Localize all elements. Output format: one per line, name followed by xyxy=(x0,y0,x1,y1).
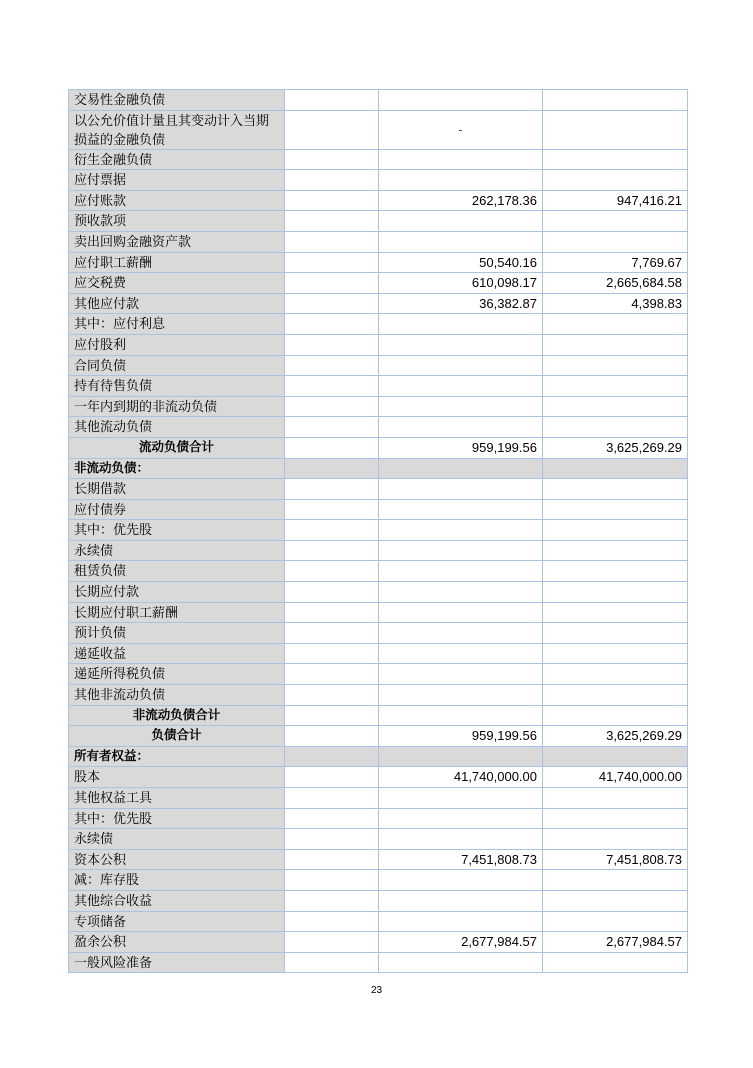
cell-note xyxy=(285,149,379,170)
cell-previous xyxy=(543,149,688,170)
cell-current: 959,199.56 xyxy=(379,437,543,458)
cell-note xyxy=(285,437,379,458)
cell-previous xyxy=(543,211,688,232)
cell-note xyxy=(285,664,379,685)
cell-previous xyxy=(543,623,688,644)
table-row xyxy=(69,499,688,520)
cell-previous xyxy=(543,685,688,706)
table-row xyxy=(69,314,688,335)
cell-previous xyxy=(543,314,688,335)
table-row xyxy=(69,623,688,644)
table-row xyxy=(69,170,688,191)
cell-current xyxy=(379,231,543,252)
row-label: 衍生金融负债 xyxy=(69,149,285,170)
cell-current xyxy=(379,334,543,355)
table-row xyxy=(69,911,688,932)
cell-note xyxy=(285,582,379,603)
cell-note xyxy=(285,746,379,767)
row-label: 应付职工薪酬 xyxy=(69,252,285,273)
subtotal-row xyxy=(69,705,688,726)
cell-previous xyxy=(543,952,688,973)
table-row xyxy=(69,252,688,273)
table-row xyxy=(69,788,688,809)
table-row xyxy=(69,90,688,111)
cell-previous xyxy=(543,479,688,500)
cell-note xyxy=(285,170,379,191)
cell-note xyxy=(285,788,379,809)
cell-previous xyxy=(543,664,688,685)
cell-current xyxy=(379,499,543,520)
cell-note xyxy=(285,623,379,644)
cell-current: 50,540.16 xyxy=(379,252,543,273)
row-label: 股本 xyxy=(69,767,285,788)
row-label: 永续债 xyxy=(69,829,285,850)
cell-current xyxy=(379,211,543,232)
table-row xyxy=(69,396,688,417)
row-label: 一年内到期的非流动负债 xyxy=(69,396,285,417)
cell-previous: 7,769.67 xyxy=(543,252,688,273)
table-row xyxy=(69,932,688,953)
row-label: 其他综合收益 xyxy=(69,890,285,911)
table-row xyxy=(69,870,688,891)
cell-note xyxy=(285,685,379,706)
cell-previous xyxy=(543,602,688,623)
cell-current xyxy=(379,808,543,829)
cell-current xyxy=(379,170,543,191)
table-row xyxy=(69,808,688,829)
row-label: 交易性金融负债 xyxy=(69,90,285,111)
cell-previous xyxy=(543,170,688,191)
cell-previous: 2,677,984.57 xyxy=(543,932,688,953)
cell-current xyxy=(379,602,543,623)
row-label: 永续债 xyxy=(69,540,285,561)
cell-current xyxy=(379,355,543,376)
row-label: 其中：优先股 xyxy=(69,520,285,541)
cell-previous xyxy=(543,334,688,355)
cell-previous: 3,625,269.29 xyxy=(543,726,688,747)
row-label: 其中：应付利息 xyxy=(69,314,285,335)
table-row xyxy=(69,355,688,376)
row-label: 非流动负债合计 xyxy=(69,705,285,726)
cell-note xyxy=(285,110,379,149)
row-label: 其他应付款 xyxy=(69,293,285,314)
cell-note xyxy=(285,458,379,479)
table-row xyxy=(69,767,688,788)
cell-current xyxy=(379,396,543,417)
row-label: 租赁负债 xyxy=(69,561,285,582)
cell-previous xyxy=(543,870,688,891)
cell-current: - xyxy=(379,110,543,149)
cell-note xyxy=(285,932,379,953)
cell-current xyxy=(379,788,543,809)
cell-note xyxy=(285,211,379,232)
table-row xyxy=(69,190,688,211)
section-header-row xyxy=(69,746,688,767)
cell-previous xyxy=(543,582,688,603)
cell-note xyxy=(285,396,379,417)
row-label: 持有待售负债 xyxy=(69,376,285,397)
table-row xyxy=(69,273,688,294)
cell-previous: 3,625,269.29 xyxy=(543,437,688,458)
cell-note xyxy=(285,602,379,623)
table-row xyxy=(69,643,688,664)
table-row xyxy=(69,685,688,706)
table-row xyxy=(69,231,688,252)
cell-previous xyxy=(543,540,688,561)
cell-previous xyxy=(543,458,688,479)
cell-current xyxy=(379,643,543,664)
page-number: 23 xyxy=(370,985,383,996)
cell-note xyxy=(285,90,379,111)
table-row xyxy=(69,890,688,911)
table-row xyxy=(69,110,688,149)
cell-current xyxy=(379,870,543,891)
table-row xyxy=(69,952,688,973)
row-label: 长期借款 xyxy=(69,479,285,500)
table-row xyxy=(69,479,688,500)
row-label: 资本公积 xyxy=(69,849,285,870)
cell-previous xyxy=(543,520,688,541)
cell-previous: 947,416.21 xyxy=(543,190,688,211)
table-row xyxy=(69,849,688,870)
table-row xyxy=(69,582,688,603)
cell-current: 41,740,000.00 xyxy=(379,767,543,788)
cell-note xyxy=(285,273,379,294)
cell-current xyxy=(379,623,543,644)
table-row xyxy=(69,417,688,438)
cell-note xyxy=(285,643,379,664)
cell-current: 36,382.87 xyxy=(379,293,543,314)
row-label: 其他权益工具 xyxy=(69,788,285,809)
cell-note xyxy=(285,726,379,747)
section-header-row xyxy=(69,458,688,479)
cell-note xyxy=(285,705,379,726)
row-label: 长期应付款 xyxy=(69,582,285,603)
cell-note xyxy=(285,952,379,973)
cell-current: 610,098.17 xyxy=(379,273,543,294)
row-label: 递延所得税负债 xyxy=(69,664,285,685)
cell-previous xyxy=(543,90,688,111)
row-label: 预收款项 xyxy=(69,211,285,232)
table-row xyxy=(69,829,688,850)
section-label: 非流动负债： xyxy=(69,458,285,479)
cell-current xyxy=(379,561,543,582)
table-row xyxy=(69,561,688,582)
cell-note xyxy=(285,540,379,561)
cell-previous xyxy=(543,561,688,582)
cell-current xyxy=(379,952,543,973)
cell-previous xyxy=(543,417,688,438)
cell-current xyxy=(379,479,543,500)
cell-current xyxy=(379,911,543,932)
cell-note xyxy=(285,870,379,891)
cell-note xyxy=(285,911,379,932)
cell-previous: 7,451,808.73 xyxy=(543,849,688,870)
cell-previous: 2,665,684.58 xyxy=(543,273,688,294)
cell-current xyxy=(379,458,543,479)
cell-previous xyxy=(543,890,688,911)
cell-current xyxy=(379,746,543,767)
cell-previous xyxy=(543,808,688,829)
section-label: 所有者权益： xyxy=(69,746,285,767)
cell-note xyxy=(285,808,379,829)
table-row xyxy=(69,149,688,170)
cell-note xyxy=(285,499,379,520)
row-label: 流动负债合计 xyxy=(69,437,285,458)
row-label: 合同负债 xyxy=(69,355,285,376)
row-label: 其他流动负债 xyxy=(69,417,285,438)
row-label: 其中：优先股 xyxy=(69,808,285,829)
cell-previous xyxy=(543,829,688,850)
row-label: 负债合计 xyxy=(69,726,285,747)
cell-previous xyxy=(543,746,688,767)
balance-sheet-table xyxy=(68,89,688,973)
cell-current xyxy=(379,540,543,561)
table-row xyxy=(69,376,688,397)
cell-note xyxy=(285,293,379,314)
cell-note xyxy=(285,479,379,500)
row-label: 专项储备 xyxy=(69,911,285,932)
cell-current: 262,178.36 xyxy=(379,190,543,211)
cell-previous: 4,398.83 xyxy=(543,293,688,314)
cell-previous xyxy=(543,231,688,252)
cell-note xyxy=(285,190,379,211)
cell-note xyxy=(285,334,379,355)
cell-current: 2,677,984.57 xyxy=(379,932,543,953)
row-label: 卖出回购金融资产款 xyxy=(69,231,285,252)
row-label: 减：库存股 xyxy=(69,870,285,891)
table-row xyxy=(69,540,688,561)
row-label: 以公允价值计量且其变动计入当期损益的金融负债 xyxy=(69,110,285,149)
row-label: 应付账款 xyxy=(69,190,285,211)
cell-note xyxy=(285,829,379,850)
cell-current xyxy=(379,664,543,685)
cell-current xyxy=(379,376,543,397)
cell-note xyxy=(285,849,379,870)
row-label: 应付股利 xyxy=(69,334,285,355)
cell-previous xyxy=(543,355,688,376)
cell-current xyxy=(379,890,543,911)
subtotal-row xyxy=(69,437,688,458)
cell-previous xyxy=(543,788,688,809)
cell-current xyxy=(379,520,543,541)
cell-current xyxy=(379,582,543,603)
cell-current xyxy=(379,417,543,438)
table-row xyxy=(69,293,688,314)
cell-note xyxy=(285,252,379,273)
cell-previous xyxy=(543,643,688,664)
cell-note xyxy=(285,355,379,376)
cell-previous: 41,740,000.00 xyxy=(543,767,688,788)
cell-note xyxy=(285,231,379,252)
cell-note xyxy=(285,314,379,335)
row-label: 一般风险准备 xyxy=(69,952,285,973)
table-row xyxy=(69,334,688,355)
row-label: 盈余公积 xyxy=(69,932,285,953)
cell-current: 7,451,808.73 xyxy=(379,849,543,870)
table-row xyxy=(69,520,688,541)
cell-note xyxy=(285,767,379,788)
cell-current xyxy=(379,90,543,111)
row-label: 递延收益 xyxy=(69,643,285,664)
cell-current: 959,199.56 xyxy=(379,726,543,747)
cell-note xyxy=(285,417,379,438)
cell-current xyxy=(379,829,543,850)
table-row xyxy=(69,211,688,232)
cell-note xyxy=(285,520,379,541)
row-label: 其他非流动负债 xyxy=(69,685,285,706)
row-label: 应交税费 xyxy=(69,273,285,294)
cell-current xyxy=(379,685,543,706)
row-label: 长期应付职工薪酬 xyxy=(69,602,285,623)
cell-previous xyxy=(543,376,688,397)
cell-current xyxy=(379,149,543,170)
cell-note xyxy=(285,561,379,582)
cell-current xyxy=(379,314,543,335)
row-label: 预计负债 xyxy=(69,623,285,644)
table-row xyxy=(69,664,688,685)
cell-previous xyxy=(543,911,688,932)
cell-current xyxy=(379,705,543,726)
cell-previous xyxy=(543,396,688,417)
cell-previous xyxy=(543,110,688,149)
cell-note xyxy=(285,890,379,911)
cell-note xyxy=(285,376,379,397)
total-row xyxy=(69,726,688,747)
row-label: 应付债券 xyxy=(69,499,285,520)
table-row xyxy=(69,602,688,623)
cell-previous xyxy=(543,705,688,726)
cell-previous xyxy=(543,499,688,520)
row-label: 应付票据 xyxy=(69,170,285,191)
